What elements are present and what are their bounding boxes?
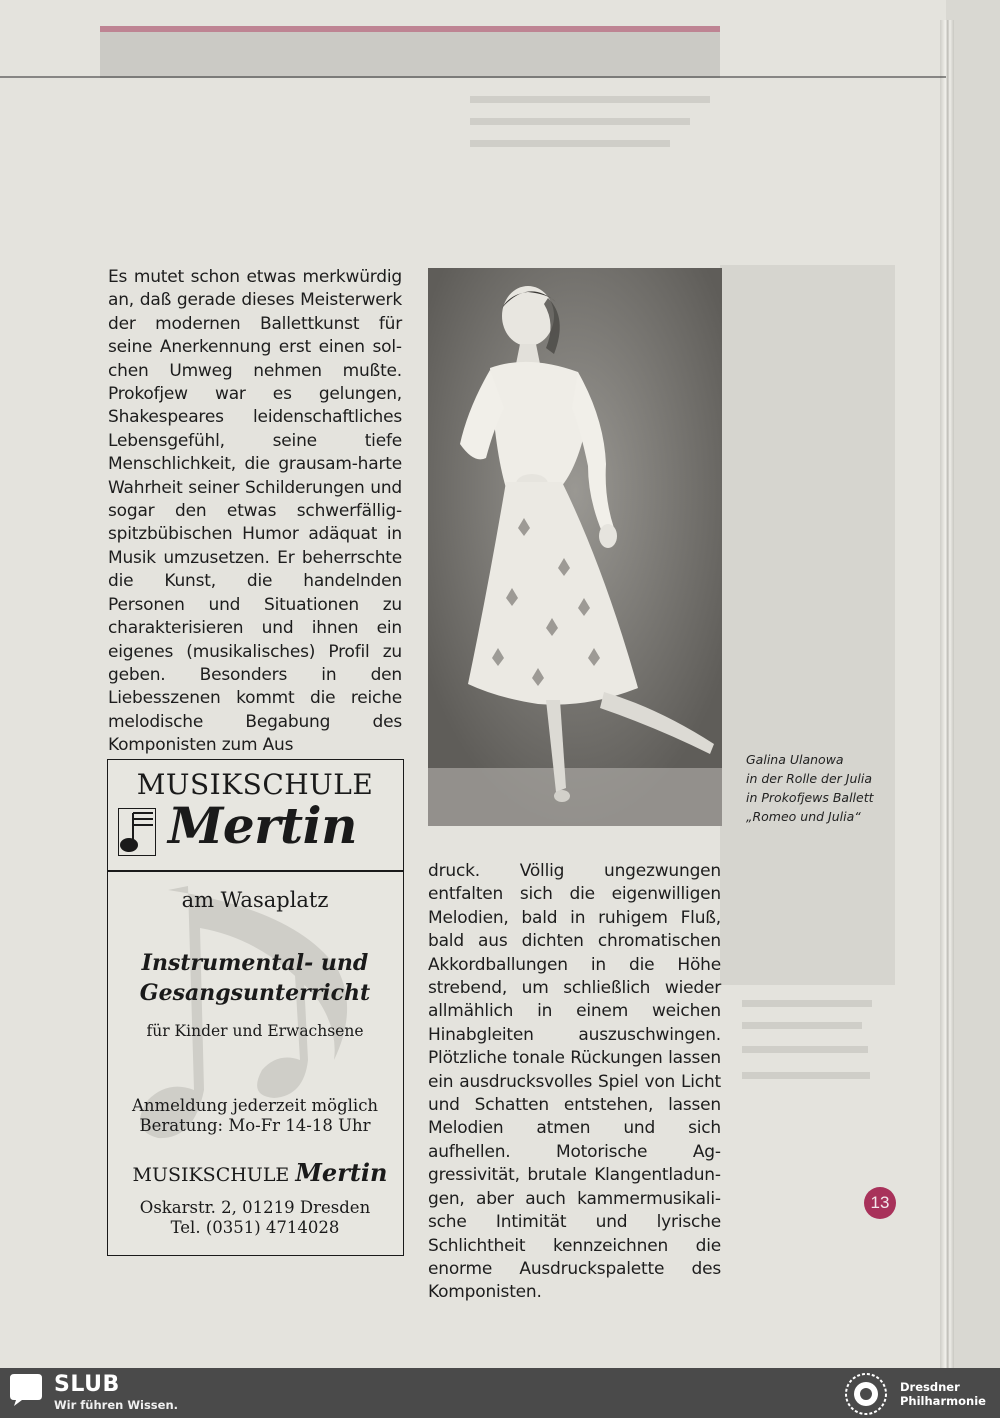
ad-phone: Tel. (0351) 4714028 [170,1218,340,1237]
philharmonie-name[interactable] [900,1380,986,1408]
bleed-header-band [100,26,720,78]
ad-location: am Wasaplatz [181,888,329,912]
photo-caption [746,750,906,826]
ad-contact [108,1198,402,1238]
bleed-line [742,1072,870,1079]
philharmonie-logo-icon[interactable] [842,1372,890,1416]
music-note-icon [119,809,155,855]
ad-hours-line: Beratung: Mo-Fr 14-18 Uhr [139,1116,371,1135]
ad-offer [108,948,402,1008]
article-right-column: druck. Völlig ungezwungen entfalten sich die eigenwilligen Melodien, bald in ruhigem Fluß, bald aus dichten chromatischen Akkordballungen in die Höhe strebend, um schließlich wieder allmählich in einem weichen Hinabgleiten auszuschwingen. Plötzliche tonale Rückungen lassen ein ausdrucksvolles Spiel von Licht und Schatten entstehen, lassen Melodien atmen und sich aufhellen. Motorische Aggressivität, brutale Klangentladungen, aber auch kammermusikalische Intimität und lyrische Schlichtheit kennzeichnen die enorme Ausdruckspalette des Komponisten. [428,861,721,1303]
caption-line: in der Rolle der Julia [746,771,873,786]
ad-footer-mertin: Mertin [295,1158,388,1187]
bleed-line [470,118,690,125]
slub-name[interactable]: SLUB [54,1372,120,1397]
bleed-line [742,1022,862,1029]
caption-line: Galina Ulanowa [746,752,844,767]
header-rule [0,76,946,78]
bleed-through-column [720,265,895,985]
ad-offer-line: Instrumental- und [141,950,369,976]
caption-line: in Prokofjews Ballett [746,790,874,805]
page-number-badge: 13 [864,1187,896,1219]
slub-logo-icon[interactable] [8,1374,44,1406]
caption-line: „Romeo und Julia“ [746,809,861,824]
page-edge [940,20,954,1368]
ballerina-figure [428,268,722,826]
bleed-line [470,140,670,147]
ad-title-school: MUSIKSCHULE [136,768,374,801]
ad-title-name: Mertin [168,796,357,855]
article-left-column: Es mutet schon etwas merkwürdig an, daß gerade dieses Meisterwerk der modernen Ballettkunst für seine Anerkennung erst einen solchen Umweg nehmen mußte. Prokofjew war es gelungen, Shakespeares leidenschaftliches Lebensgefühl, seine tiefe Menschlichkeit, die grausam-harte Wahrheit seiner Schilderungen und sogar den etwas schwerfällig-spitzbübischen Humor adäquat in Musik umzusetzen. Er beherrschte die Kunst, die handelnden Personen und Situationen zu charakterisieren und ihnen ein eigenes (musikalisches) Profil zu geben. Besonders in den Liebesszenen kommt die reiche melodische Begabung des Komponisten zum Aus [108,267,402,756]
ad-target-audience: für Kinder und Erwachsene [146,1022,364,1040]
bleed-line [742,1000,872,1007]
philharmonie-line: Dresdner [900,1380,960,1394]
ad-footer-school: MUSIKSCHULE [132,1164,290,1186]
music-school-advertisement [107,759,404,1256]
ad-registration [108,1096,402,1136]
ad-address: Oskarstr. 2, 01219 Dresden [139,1198,371,1217]
bleed-header-accent [100,26,720,32]
ad-registration-line: Anmeldung jederzeit möglich [131,1096,379,1115]
ad-divider [108,870,404,872]
slub-tagline: Wir führen Wissen. [54,1398,179,1412]
ad-offer-line: Gesangsunterricht [139,980,371,1006]
ballerina-photo [428,268,722,826]
music-note-logo [118,808,156,856]
ad-footer-name [120,1158,400,1187]
philharmonie-line: Philharmonie [900,1394,986,1408]
bleed-line [742,1046,868,1053]
bleed-line [470,96,710,103]
